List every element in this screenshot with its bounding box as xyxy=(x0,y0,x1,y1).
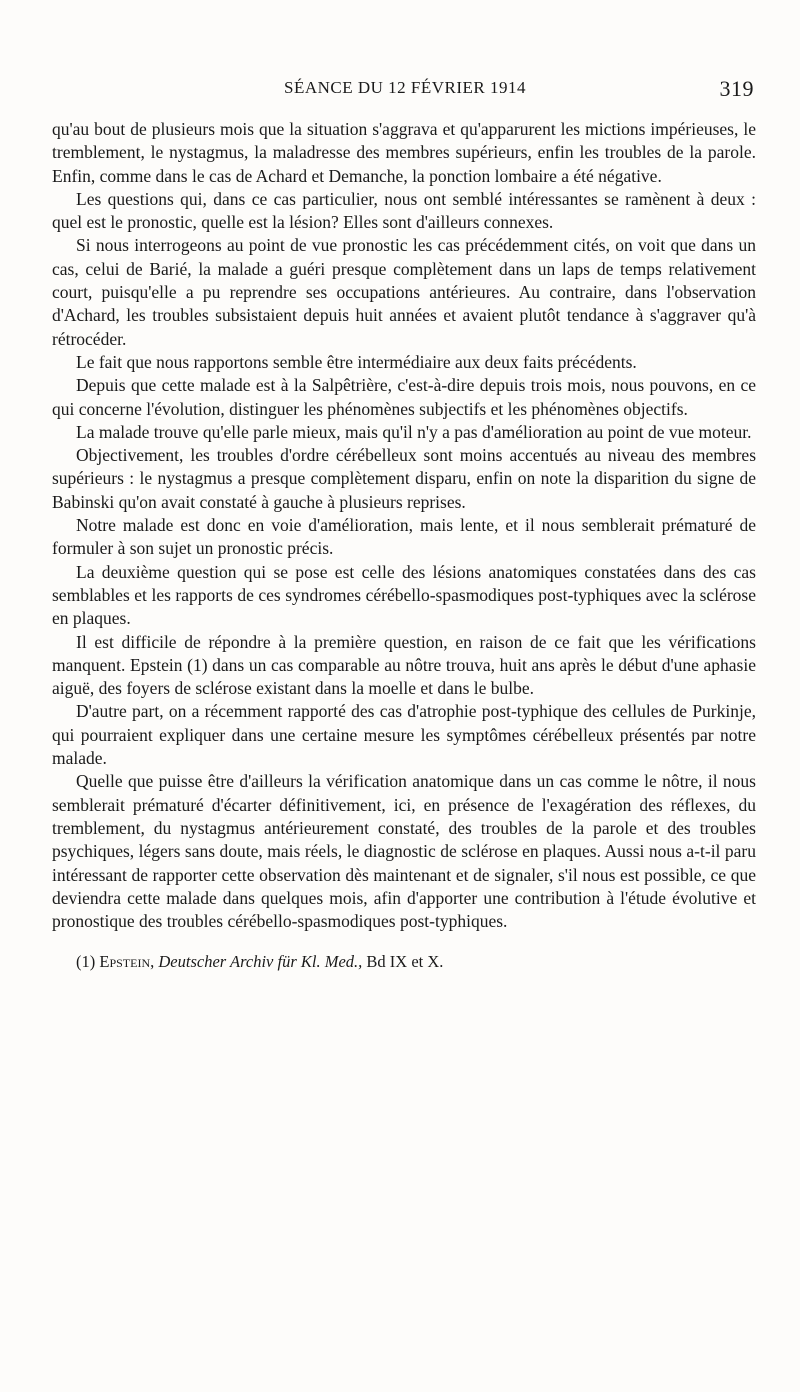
running-head-title: SÉANCE DU 12 FÉVRIER 1914 xyxy=(284,78,527,97)
body-text xyxy=(52,118,756,933)
paragraph-4: Le fait que nous rapportons semble être intermédiaire aux deux faits précédents. xyxy=(76,351,637,372)
paragraph-2: Les questions qui, dans ce cas particulier, nous ont semblé intéressantes se ramènent à deux : quel est le pronostic, quelle est la lésion? Elles sont d'ailleurs connexes. xyxy=(52,188,756,233)
footnote-marker: (1) xyxy=(76,952,96,972)
footnote xyxy=(52,951,756,973)
paragraph-10: Il est difficile de répondre à la première question, en raison de ce fait que les vérifications manquent. Epstein (1) dans un cas comparable au nôtre trouva, huit ans après le début d'une aphasie aiguë, des foyers de sclérose existant dans la moelle et dans le bulbe. xyxy=(52,631,756,699)
paragraph-5: Depuis que cette malade est à la Salpêtrière, c'est-à-dire depuis trois mois, nous pouvons, en ce qui concerne l'évolution, distinguer les phénomènes subjectifs et les phénomènes objectifs. xyxy=(52,375,756,419)
paragraph-12: Quelle que puisse être d'ailleurs la vérification anatomique dans un cas comme le nôtre, il nous semblerait prématuré d'écarter définitivement, ici, en présence de l'exagération des réflexes, du tremblement, du nystagmus antérieurement constaté, des troubles de la parole et des troubles psychiques, légers sans doute, mais réels, le diagnostic de sclérose en plaques. Aussi nous a-t-il paru intéressant de rapporter cette observation dès maintenant et de signaler, s'il nous est possible, ce que deviendra cette malade dans quelques mois, afin d'apporter une contribution à l'étude évolutive et pronostique des troubles cérébello-spasmodiques post-typhiques. xyxy=(52,771,756,932)
paragraph-3: Si nous interrogeons au point de vue pronostic les cas précédemment cités, on voit que dans un cas, celui de Barié, la malade a guéri presque complètement dans un laps de temps relativement court, puisqu'elle a pu reprendre ses occupations antérieures. Au contraire, dans l'observation d'Achard, les troubles subsistaient depuis huit années et avaient plutôt tendance à s'aggraver qu'à rétrocéder. xyxy=(52,235,756,349)
paragraph-6: La malade trouve qu'elle parle mieux, mais qu'il n'y a pas d'amélioration au point de vue moteur. xyxy=(76,421,752,442)
paragraph-9: La deuxième question qui se pose est celle des lésions anatomiques constatées dans des cas semblables et les rapports de ces syndromes cérébello-spasmodiques post-typhiques avec la sclérose en plaques. xyxy=(52,561,756,629)
paragraph-1: qu'au bout de plusieurs mois que la situation s'aggrava et qu'apparurent les mictions impérieuses, le tremblement, le nystagmus, la maladresse des membres supérieurs, enfin les troubles de la parole. Enfin, comme dans le cas de Achard et Demanche, la ponction lombaire a été négative. xyxy=(52,119,756,186)
page-number: 319 xyxy=(719,76,754,101)
footnote-author: Epstein, xyxy=(99,952,155,972)
page xyxy=(52,78,756,973)
paragraph-7: Objectivement, les troubles d'ordre cérébelleux sont moins accentués au niveau des membres supérieurs : le nystagmus a presque complètement disparu, enfin on note la disparition du signe de Babinski qu'on avait constaté à gauche à plusieurs reprises. xyxy=(52,445,756,512)
footnote-journal: Deutscher Archiv für Kl. Med., xyxy=(158,952,363,972)
footnote-volume: Bd IX et X. xyxy=(366,952,444,972)
running-header xyxy=(52,78,756,108)
paragraph-11: D'autre part, on a récemment rapporté des cas d'atrophie post-typhique des cellules de Purkinje, qui pourraient expliquer dans une certaine mesure les symptômes cérébelleux présentés par notre malade. xyxy=(52,701,756,769)
paragraph-8: Notre malade est donc en voie d'amélioration, mais lente, et il nous semblerait prématuré de formuler à son sujet un pronostic précis. xyxy=(52,515,756,559)
